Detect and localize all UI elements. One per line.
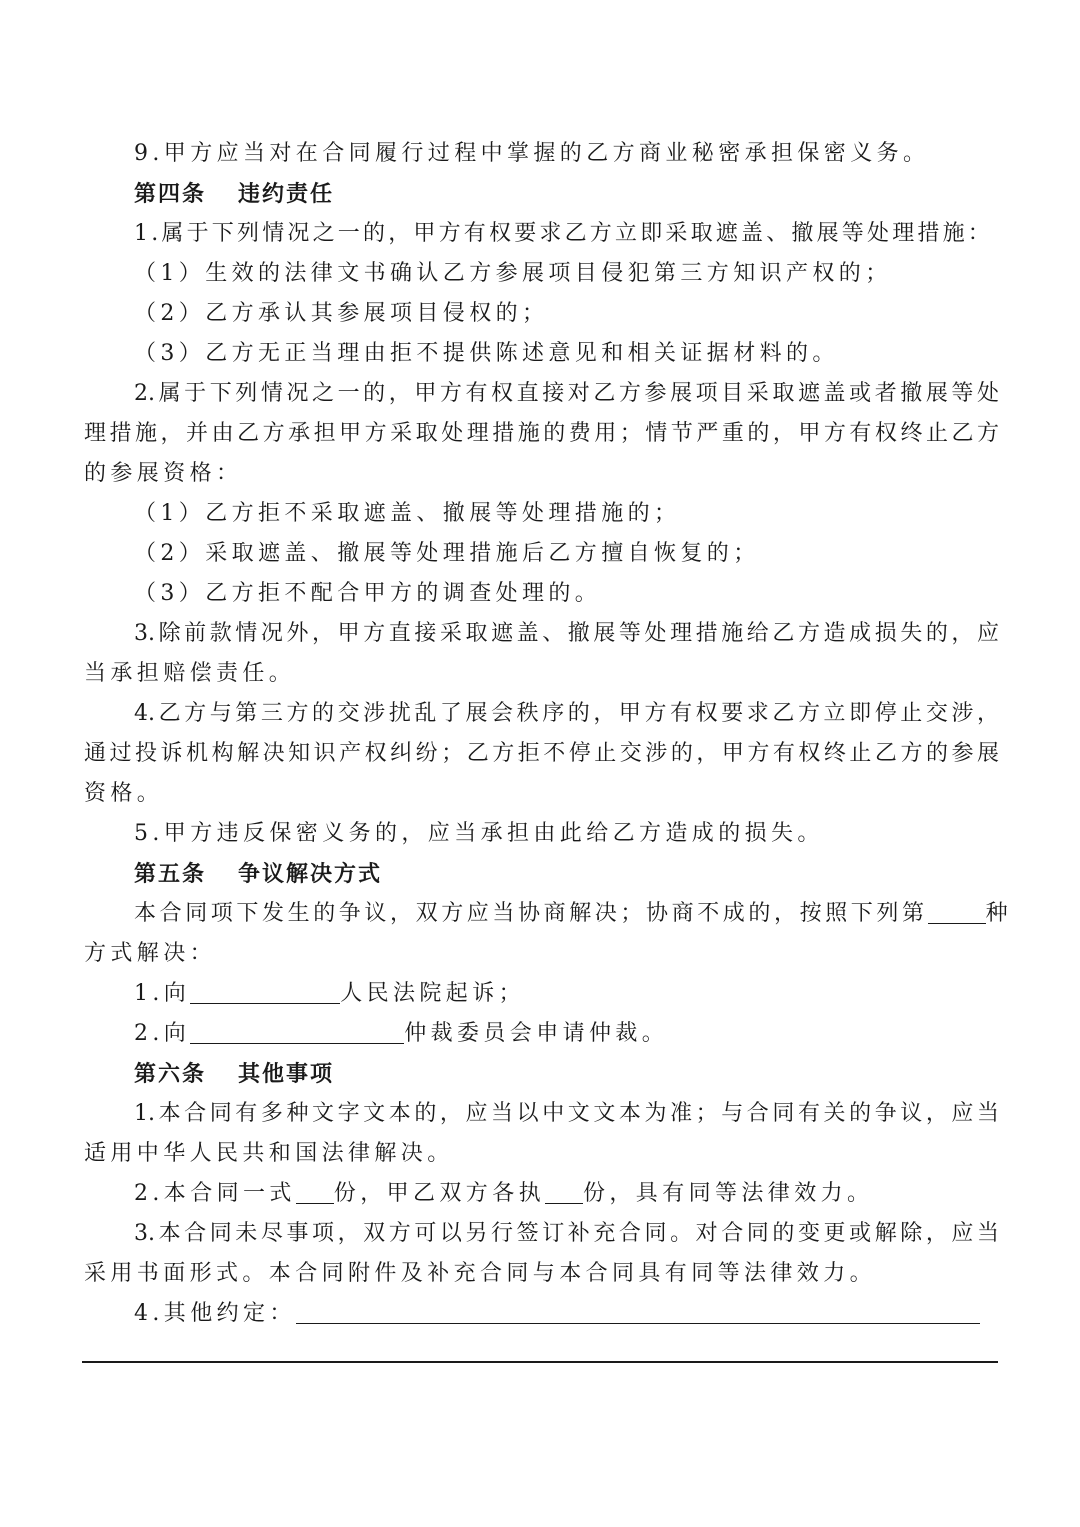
article-4-item-2-sub-3: （3）乙方拒不配合甲方的调查处理的。 xyxy=(134,581,602,606)
article-4-item-2-sub-2: （2）采取遮盖、撤展等处理措施后乙方擅自恢复的； xyxy=(134,541,760,566)
clause-3-item-9: 9.甲方应当对在合同履行过程中掌握的乙方商业秘密承担保密义务。 xyxy=(134,141,930,166)
article-6-item-2 xyxy=(134,1174,999,1214)
article-4-title: 违约责任 xyxy=(238,181,335,207)
article-4-item-3-line-2: 当承担赔偿责任。 xyxy=(84,661,296,686)
total-copies-blank[interactable] xyxy=(296,1177,334,1204)
article-5-intro-suffix: 种 xyxy=(985,901,1012,926)
article-6-item-4 xyxy=(134,1294,999,1334)
article-5-option-1 xyxy=(134,974,999,1014)
court-name-blank[interactable] xyxy=(190,977,340,1004)
article-4-item-2-line-1: 2.属于下列情况之一的，甲方有权直接对乙方参展项目采取遮盖或者撤展等处 xyxy=(134,381,999,406)
each-party-copies-blank[interactable] xyxy=(545,1177,583,1204)
article-5-option-2 xyxy=(134,1014,999,1054)
article-4-item-2-line-2: 理措施，并由乙方承担甲方采取处理措施的费用；情节严重的，甲方有权终止乙方 xyxy=(84,421,999,446)
copies-prefix: 2.本合同一式 xyxy=(134,1181,296,1206)
option-1-suffix: 人民法院起诉； xyxy=(340,981,526,1006)
article-4-heading xyxy=(134,174,999,214)
other-agreements-blank[interactable] xyxy=(296,1297,980,1324)
article-4-item-4-line-3: 资格。 xyxy=(84,781,164,806)
article-6-heading xyxy=(134,1054,999,1094)
article-6-item-3-line-2: 采用书面形式。本合同附件及补充合同与本合同具有同等法律效力。 xyxy=(84,1261,877,1286)
article-4-item-1: 1.属于下列情况之一的，甲方有权要求乙方立即采取遮盖、撤展等处理措施： xyxy=(134,221,993,246)
dispute-method-blank[interactable] xyxy=(928,897,986,924)
article-6-item-1-line-1: 1.本合同有多种文字文本的，应当以中文文本为准；与合同有关的争议，应当 xyxy=(134,1101,999,1126)
article-4-item-3-line-1: 3.除前款情况外，甲方直接采取遮盖、撤展等处理措施给乙方造成损失的，应 xyxy=(134,621,999,646)
article-5-heading xyxy=(134,854,999,894)
article-4-number: 第四条 xyxy=(134,181,207,207)
article-5-intro-line-2: 方式解决： xyxy=(84,941,217,966)
option-1-prefix: 1.向 xyxy=(134,981,191,1006)
article-4-item-1-sub-2: （2）乙方承认其参展项目侵权的； xyxy=(134,301,549,326)
article-6-item-1-line-2: 适用中华人民共和国法律解决。 xyxy=(84,1141,454,1166)
article-4-item-5: 5.甲方违反保密义务的，应当承担由此给乙方造成的损失。 xyxy=(134,821,824,846)
other-agreements-label: 4.其他约定： xyxy=(134,1301,296,1326)
article-4-item-4-line-1: 4.乙方与第三方的交涉扰乱了展会秩序的，甲方有权要求乙方立即停止交涉， xyxy=(134,701,999,726)
copies-suffix: 份，具有同等法律效力。 xyxy=(583,1181,874,1206)
copies-middle: 份，甲乙双方各执 xyxy=(333,1181,545,1206)
article-4-item-1-sub-1: （1）生效的法律文书确认乙方参展项目侵犯第三方知识产权的； xyxy=(134,261,892,286)
article-5-number: 第五条 xyxy=(134,861,207,887)
option-2-prefix: 2.向 xyxy=(134,1021,191,1046)
bottom-divider xyxy=(82,1361,998,1363)
article-6-number: 第六条 xyxy=(134,1061,207,1087)
article-5-title: 争议解决方式 xyxy=(238,861,383,887)
article-4-item-1-sub-3: （3）乙方无正当理由拒不提供陈述意见和相关证据材料的。 xyxy=(134,341,839,366)
article-4-item-4-line-2: 通过投诉机构解决知识产权纠纷；乙方拒不停止交涉的，甲方有权终止乙方的参展 xyxy=(84,741,999,766)
article-6-item-3-line-1: 3.本合同未尽事项，双方可以另行签订补充合同。对合同的变更或解除，应当 xyxy=(134,1221,999,1246)
arbitration-commission-blank[interactable] xyxy=(190,1017,404,1044)
article-5-intro-line-1 xyxy=(134,894,1012,934)
article-4-item-2-sub-1: （1）乙方拒不采取遮盖、撤展等处理措施的； xyxy=(134,501,681,526)
option-2-suffix: 仲裁委员会申请仲裁。 xyxy=(404,1021,669,1046)
article-5-intro-text: 本合同项下发生的争议，双方应当协商解决；协商不成的，按照下列第 xyxy=(134,901,928,926)
article-4-item-2-line-3: 的参展资格： xyxy=(84,461,243,486)
article-6-title: 其他事项 xyxy=(238,1061,335,1087)
